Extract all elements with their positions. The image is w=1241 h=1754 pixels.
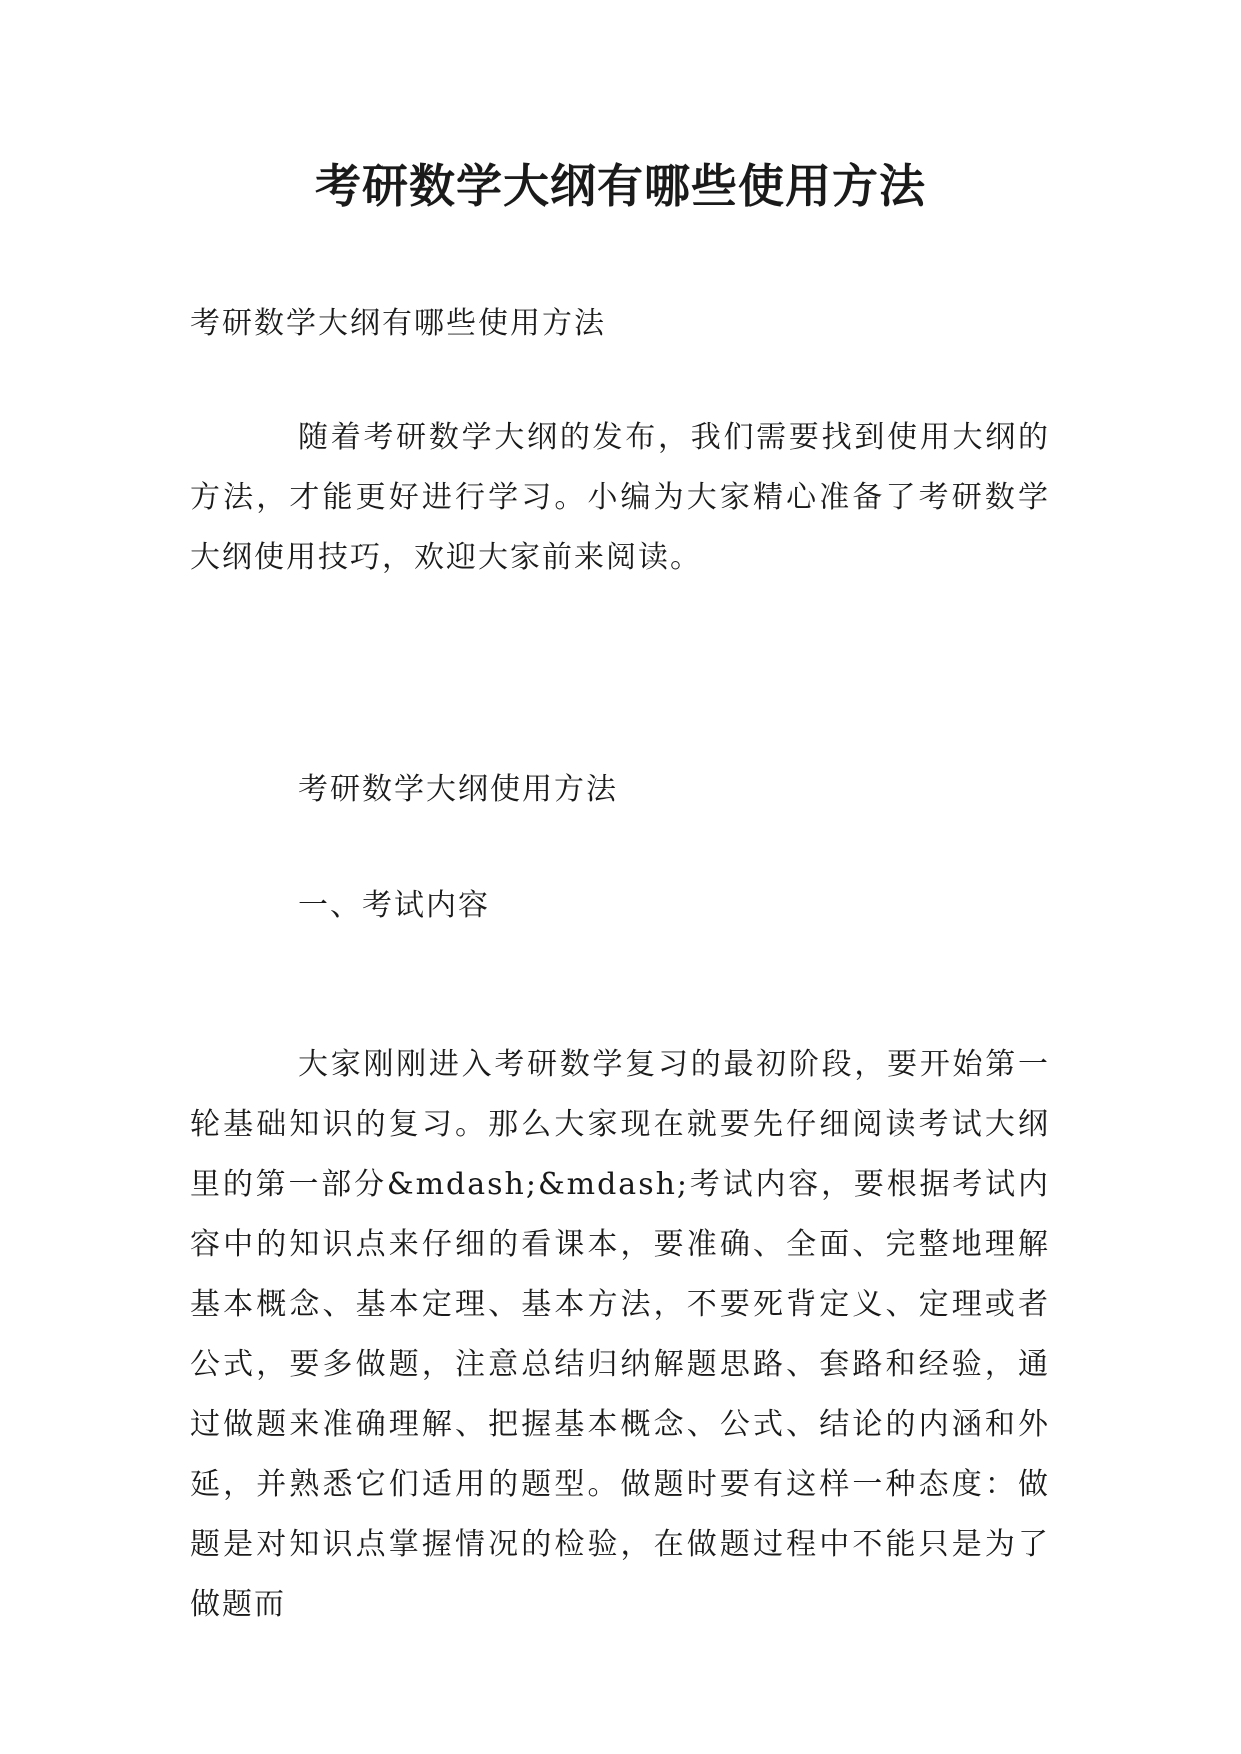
section-heading: 考研数学大纲使用方法 — [298, 772, 618, 807]
document-title: 考研数学大纲有哪些使用方法 — [315, 159, 926, 213]
intro-paragraph: 随着考研数学大纲的发布，我们需要找到使用大纲的方法，才能更好进行学习。小编为大家精心准备了考研数学大纲使用技巧，欢迎大家前来阅读。 — [190, 420, 1050, 575]
body-paragraph: 大家刚刚进入考研数学复习的最初阶段，要开始第一轮基础知识的复习。那么大家现在就要先仔细阅读考试大纲里的第一部分&mdash;&mdash;考试内容，要根据考试内容中的知识点来仔细的看课本，要准确、全面、完整地理解基本概念、基本定理、基本方法，不要死背定义、定理或者公式，要多做题，注意总结归纳解题思路、套路和经验，通过做题来准确理解、把握基本概念、公式、结论的内涵和外延，并熟悉它们适用的题型。做题时要有这样一种态度：做题是对知识点掌握情况的检验，在做题过程中不能只是为了做题而 — [190, 1047, 1050, 1622]
document-subtitle: 考研数学大纲有哪些使用方法 — [190, 306, 606, 341]
subsection-heading: 一、考试内容 — [298, 888, 490, 923]
